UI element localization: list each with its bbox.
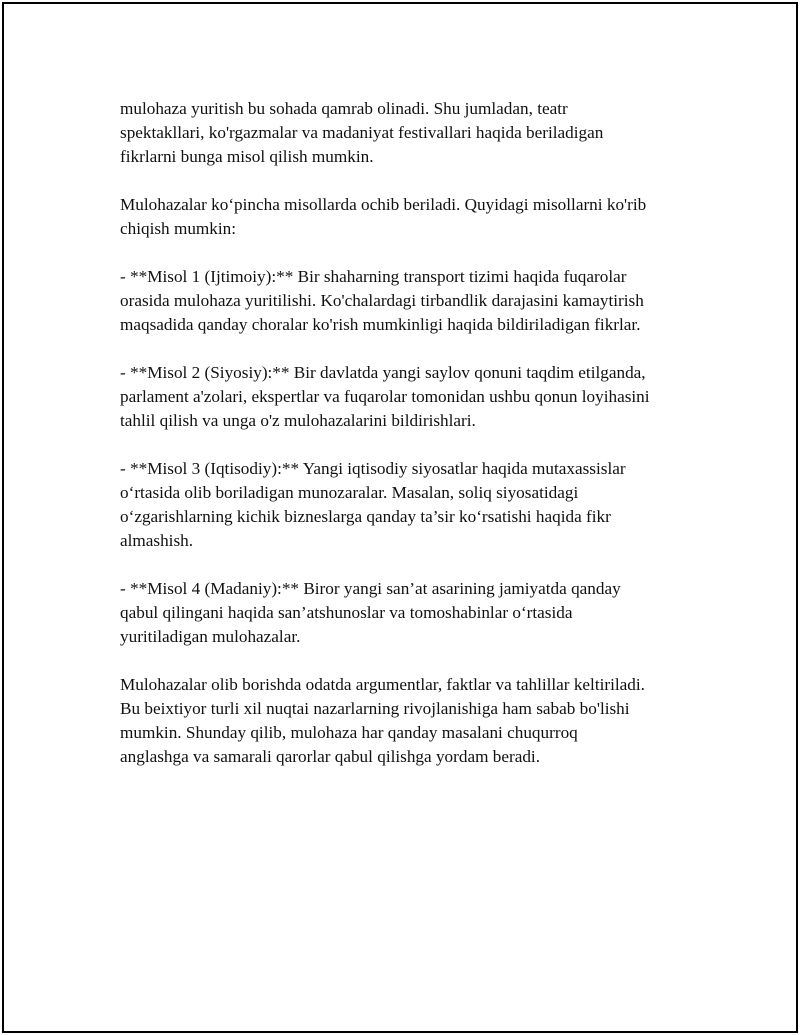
document-body (120, 97, 700, 793)
paragraph-example-1: - **Misol 1 (Ijtimoiy):** Bir shaharning transport tizimi haqida fuqarolar orasida mulohaza yuritilishi. Ko'chalardagi tirbandlik darajasini kamaytirish maqsadida qanday choralar ko'rish mumkinligi haqida bildiriladigan fikrlar. (120, 267, 644, 334)
paragraph-example-3: - **Misol 3 (Iqtisodiy):** Yangi iqtisodiy siyosatlar haqida mutaxassislar o‘rtasida olib boriladigan munozaralar. Masalan, soliq siyosatidagi o‘zgarishlarning kichik bizneslarga qanday ta’sir ko‘rsatishi haqida fikr almashish. (120, 459, 626, 550)
paragraph-example-2: - **Misol 2 (Siyosiy):** Bir davlatda yangi saylov qonuni taqdim etilganda, parlament a'zolari, ekspertlar va fuqarolar tomonidan ushbu qonun loyihasini tahlil qilish va unga o'z mulohazalarini bildirishlari. (120, 363, 650, 430)
paragraph-intro-continuation: mulohaza yuritish bu sohada qamrab olinadi. Shu jumladan, teatr spektakllari, ko'rgazmalar va madaniyat festivallari haqida beriladigan fikrlarni bunga misol qilish mumkin. (120, 99, 604, 166)
paragraph-example-4: - **Misol 4 (Madaniy):** Biror yangi san’at asarining jamiyatda qanday qabul qilingani haqida san’atshunoslar va tomoshabinlar o‘rtasida yuritiladigan mulohazalar. (120, 579, 621, 646)
paragraph-conclusion: Mulohazalar olib borishda odatda argumentlar, faktlar va tahlillar keltiriladi. Bu beixtiyor turli xil nuqtai nazarlarning rivojlanishiga ham sabab bo'lishi mumkin. Shunday qilib, mulohaza har qanday masalani chuqurroq anglashga va samarali qarorlar qabul qilishga yordam beradi. (120, 675, 645, 766)
paragraph-examples-intro: Mulohazalar ko‘pincha misollarda ochib beriladi. Quyidagi misollarni ko'rib chiqish mumkin: (120, 195, 647, 238)
page-border (2, 2, 798, 1033)
